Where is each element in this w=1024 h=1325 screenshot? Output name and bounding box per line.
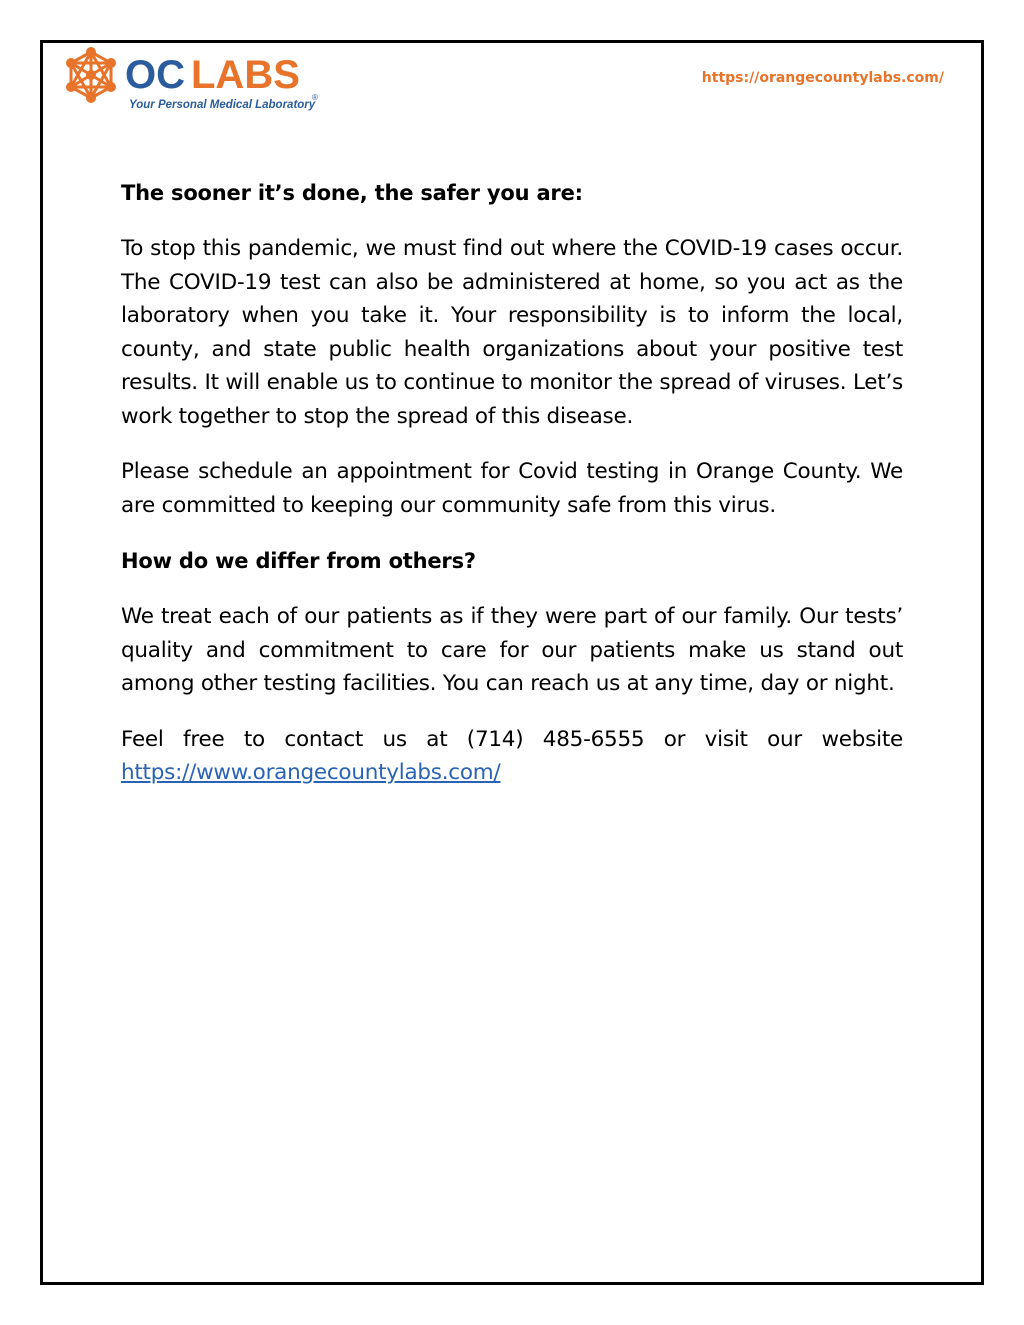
section-heading-differ: How do we differ from others? bbox=[121, 549, 476, 573]
document-body bbox=[121, 176, 903, 812]
section-heading-sooner: The sooner it’s done, the safer you are: bbox=[121, 181, 583, 205]
paragraph-schedule: Please schedule an appointment for Covid testing in Orange County. We are committed to keeping our community safe from this virus. bbox=[121, 459, 903, 518]
paragraph-pandemic: To stop this pandemic, we must find out where the COVID-19 cases occur. The COVID-19 test can also be administered at home, so you act as the laboratory when you take it. Your responsibility is to inform the local, county, and state public health organizations about your positive test results. It will enable us to continue to monitor the spread of viruses. Let’s work together to stop the spread of this disease. bbox=[121, 236, 903, 429]
logo-tagline: Your Personal Medical Laboratory bbox=[129, 99, 316, 111]
logo-registered-mark: ® bbox=[312, 93, 318, 102]
website-link[interactable]: https://www.orangecountylabs.com/ bbox=[121, 760, 501, 785]
paragraph-contact bbox=[121, 723, 903, 790]
header-website-link[interactable]: https://orangecountylabs.com/ bbox=[701, 70, 944, 86]
molecule-network-icon bbox=[61, 46, 331, 116]
logo-brand-labs: LABS bbox=[191, 53, 300, 97]
paragraph-family: We treat each of our patients as if they were part of our family. Our tests’ quality and commitment to care for our patients make us stand out among other testing facilities. You can reach us at any time, day or night. bbox=[121, 604, 903, 696]
oc-labs-logo[interactable] bbox=[61, 46, 331, 116]
contact-text: Feel free to contact us at (714) 485-6555 or visit our website bbox=[121, 726, 903, 752]
logo-brand-oc: OC bbox=[125, 53, 185, 97]
